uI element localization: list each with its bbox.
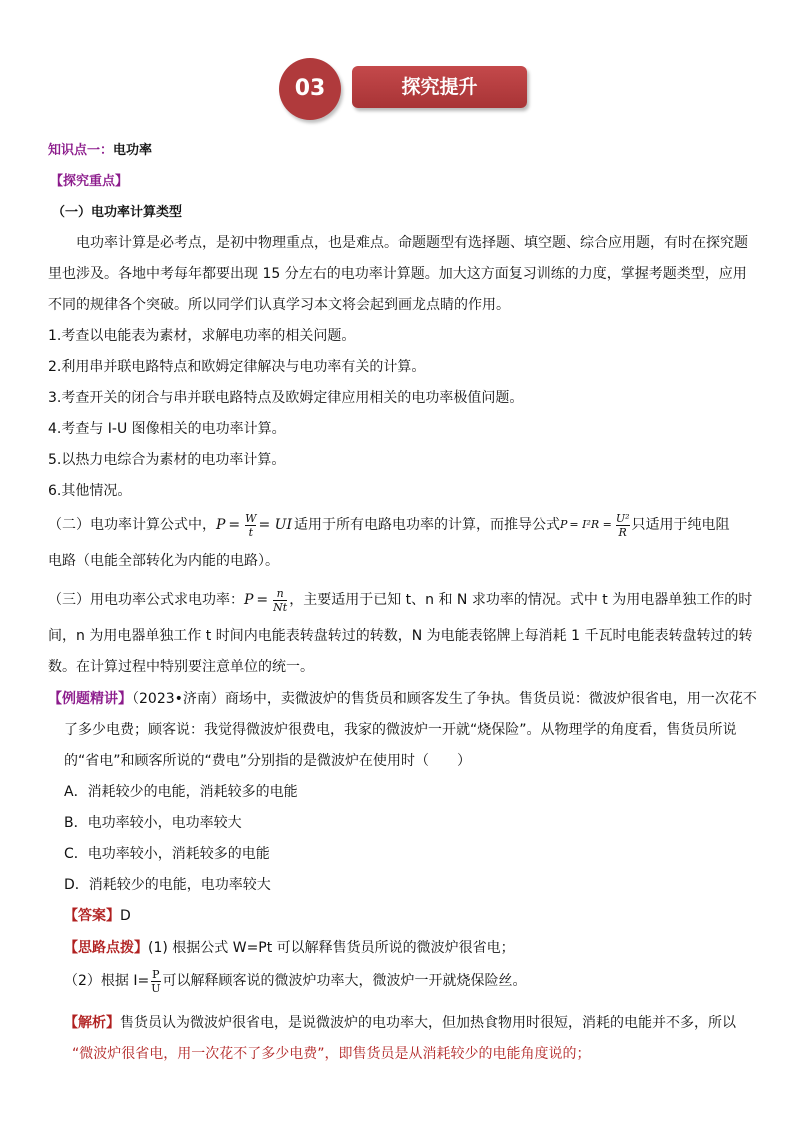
type-item: 6.其他情况。: [48, 483, 132, 499]
analysis-line-2: “微波炉很省电，用一次花不了多少电费”，即售货员是从消耗较少的电能角度说的；: [72, 1046, 591, 1062]
answer-label: 【答案】: [64, 908, 120, 924]
numerator-W: W: [245, 511, 257, 525]
formula-two-line-2: 电路（电能全部转化为内能的电路）。: [48, 553, 279, 569]
option-b: B．电功率较小，电功率较大: [64, 815, 242, 831]
knowledge-point-label: 知识点一：: [48, 143, 114, 158]
formula-three-suffix: ，主要适用于已知 t、n 和 N 求功率的情况。式中 t 为用电器单独工作的时: [289, 592, 753, 608]
section-label: 【探究重点】: [50, 174, 129, 189]
example-label: 【例题精讲】: [48, 691, 132, 707]
formula-three-line: [48, 583, 752, 617]
derived-var-P: P: [559, 518, 568, 531]
section-number: 03: [294, 76, 326, 101]
numerator-P: P: [152, 967, 160, 981]
option-c: C．电功率较小，消耗较多的电能: [64, 846, 270, 862]
derived-I2R: = I²R =: [569, 518, 612, 531]
denominator-U: U: [151, 981, 161, 995]
section-banner-title: 探究提升: [401, 76, 478, 98]
example-line-3: 的“省电”和顾客所说的“费电”分别指的是微波炉在使用时（ ）: [64, 753, 472, 769]
type-item: 1.考查以电能表为素材，求解电功率的相关问题。: [48, 328, 356, 344]
numerator-U2: U²: [615, 511, 630, 525]
knowledge-point-title: 电功率: [113, 143, 153, 158]
type-item: 3.考查开关的闭合与串并联电路特点及欧姆定律应用相关的电功率极值问题。: [48, 390, 524, 406]
formula-UI: = UI: [258, 517, 292, 533]
hint-text-1: (1) 根据公式 W=Pt 可以解释售货员所说的微波炉很省电；: [148, 940, 515, 956]
hint-line-2: [64, 964, 527, 998]
formula-equals: =: [228, 517, 241, 533]
formula-var-P: P: [216, 517, 226, 533]
formula-two-prefix: （二）电功率计算公式中，: [48, 517, 216, 533]
intro-line-2: 里也涉及。各地中考每年都要出现 15 分左右的电功率计算题。加大这方面复习训练的力度，掌握考题类型，应用: [48, 266, 747, 282]
intro-line-3: 不同的规律各个突破。所以同学们认真学习本文将会起到画龙点睛的作用。: [48, 297, 510, 313]
type-item: 2.利用串并联电路特点和欧姆定律解决与电功率有关的计算。: [48, 359, 426, 375]
analysis-line-1: [64, 1013, 736, 1033]
hint-line-1: [64, 938, 515, 958]
knowledge-point-heading: [48, 139, 152, 158]
numerator-n: n: [276, 586, 284, 600]
formula-three-line-2: 间，n 为用电器单独工作 t 时间内电能表转盘转过的转数，N 为电能表铭牌上每消耗 1 千瓦时电能表转盘转过的转: [48, 628, 753, 644]
fraction-P-over-U: [151, 968, 160, 995]
formula-three-prefix: （三）用电功率公式求电功率：: [48, 592, 244, 608]
example-line-2: 了多少电费；顾客说：我觉得微波炉很费电，我家的微波炉一开就“烧保险”。从物理学的角度看，售货员所说: [64, 722, 737, 738]
formula-two-middle: 适用于所有电路电功率的计算，而推导公式: [293, 517, 560, 533]
hint-text-2-suffix: 可以解释顾客说的微波炉功率大，微波炉一开就烧保险丝。: [162, 973, 527, 989]
hint-text-2-prefix: （2）根据 I=: [64, 973, 150, 989]
intro-line-1: 电功率计算是必考点，是初中物理重点，也是难点。命题题型有选择题、填空题、综合应用题，有时在探究题: [76, 235, 748, 251]
example-text: （2023•济南）商场中，卖微波炉的售货员和顾客发生了争执。售货员说：微波炉很省电，用一次花不: [132, 691, 757, 707]
fraction-n-over-Nt: [273, 587, 287, 614]
denominator-R: R: [618, 525, 627, 539]
answer-line: [64, 906, 131, 926]
fraction-W-over-t: [245, 512, 256, 539]
hint-label: 【思路点拨】: [64, 940, 148, 956]
formula-two-suffix: 只适用于纯电阻: [631, 517, 730, 533]
denominator-t: t: [248, 525, 254, 539]
formula-two-line: [48, 508, 730, 542]
denominator-Nt: Nt: [273, 600, 288, 614]
formula-equals: =: [256, 592, 269, 608]
option-d: D．消耗较少的电能，电功率较大: [64, 877, 271, 893]
analysis-label: 【解析】: [64, 1015, 120, 1031]
subsection-title: （一）电功率计算类型: [52, 205, 183, 220]
answer-value: D: [120, 908, 131, 924]
formula-var-P: P: [244, 592, 254, 608]
formula-three-line-3: 数。在计算过程中特别要注意单位的统一。: [48, 659, 314, 675]
option-a: A．消耗较少的电能，消耗较多的电能: [64, 784, 298, 800]
example-line-1: [48, 689, 757, 709]
fraction-U2-over-R: [616, 512, 630, 539]
type-item: 4.考查与 I-U 图像相关的电功率计算。: [48, 421, 286, 437]
analysis-text-1: 售货员认为微波炉很省电，是说微波炉的电功率大，但加热食物用时很短，消耗的电能并不多，所以: [120, 1015, 736, 1031]
type-item: 5.以热力电综合为素材的电功率计算。: [48, 452, 286, 468]
